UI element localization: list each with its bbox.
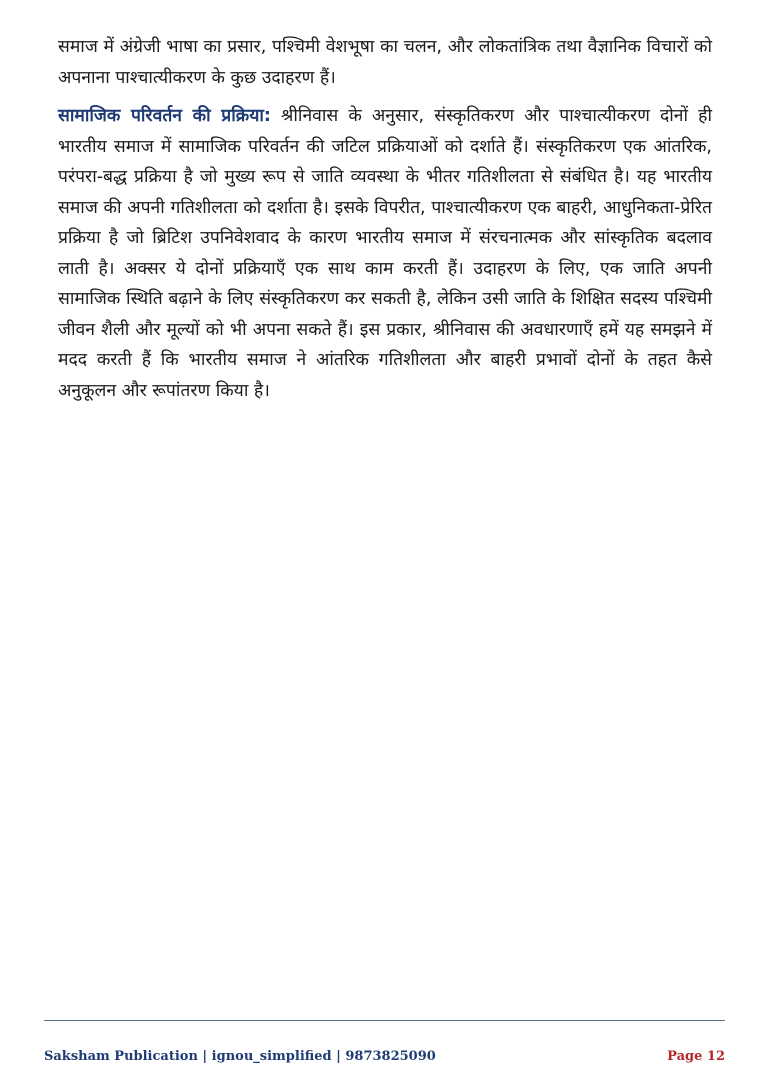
page-content — [58, 32, 712, 406]
paragraph-social-change-process — [58, 101, 712, 406]
footer-divider — [44, 1020, 725, 1021]
footer-publisher-info: Saksham Publication | ignou_simplified | 9873825090 — [44, 1049, 436, 1064]
page-number: Page 12 — [667, 1049, 725, 1064]
paragraph-text: श्रीनिवास के अनुसार, संस्कृतिकरण और पाश्चात्यीकरण दोनों ही भारतीय समाज में सामाजिक परिवर्तन की जटिल प्रक्रियाओं को दर्शाते हैं। संस्कृतिकरण एक आंतरिक, परंपरा-बद्ध प्रक्रिया है जो मुख्य रूप से जाति व्यवस्था के भीतर गतिशीलता से संबंधित है। यह भारतीय समाज की अपनी गतिशीलता को दर्शाता है। इसके विपरीत, पाश्चात्यीकरण एक बाहरी, आधुनिकता-प्रेरित प्रक्रिया है जो ब्रिटिश उपनिवेशवाद के कारण भारतीय समाज में संरचनात्मक और सांस्कृतिक बदलाव लाती है। अक्सर ये दोनों प्रक्रियाएँ एक साथ काम करती हैं। उदाहरण के लिए, एक जाति अपनी सामाजिक स्थिति बढ़ाने के लिए संस्कृतिकरण कर सकती है, लेकिन उसी जाति के शिक्षित सदस्य पश्चिमी जीवन शैली और मूल्यों को भी अपना सकते हैं। इस प्रकार, श्रीनिवास की अवधारणाएँ हमें यह समझने में मदद करती हैं कि भारतीय समाज ने आंतरिक गतिशीलता और बाहरी प्रभावों दोनों के तहत कैसे अनुकूलन और रूपांतरण किया है। — [58, 106, 712, 401]
section-heading: सामाजिक परिवर्तन की प्रक्रिया: — [58, 106, 271, 126]
paragraph-westernization-examples: समाज में अंग्रेजी भाषा का प्रसार, पश्चिमी वेशभूषा का चलन, और लोकतांत्रिक तथा वैज्ञानिक विचारों को अपनाना पाश्चात्यीकरण के कुछ उदाहरण हैं। — [58, 37, 712, 88]
